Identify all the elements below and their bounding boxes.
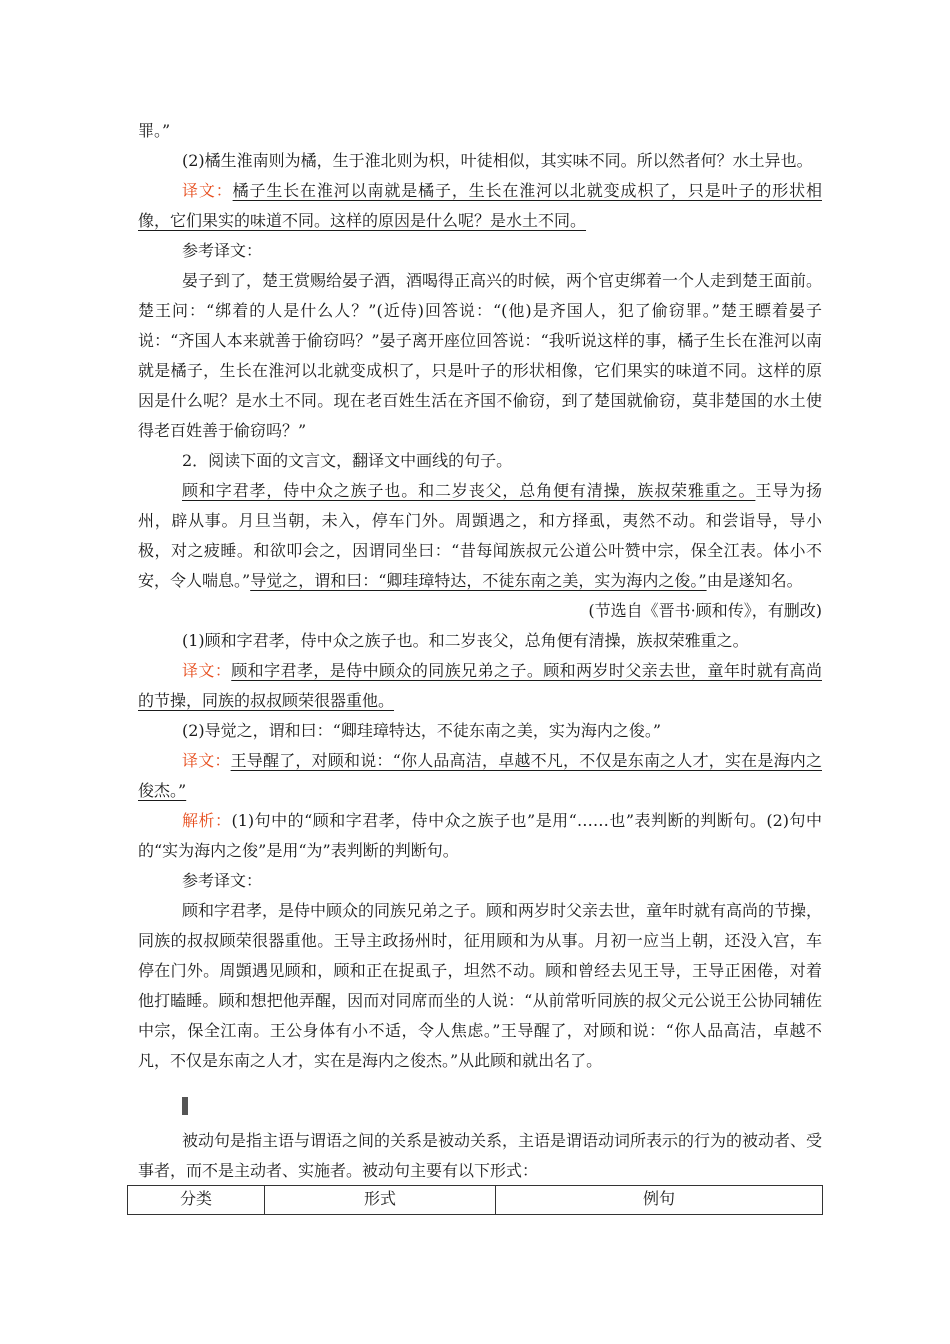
translation-label: 译文： — [182, 661, 232, 680]
translation-block — [138, 746, 822, 806]
section-marker-icon — [182, 1097, 188, 1115]
translation-label: 译文： — [182, 751, 231, 770]
passage-underlined-2: 导觉之，谓和曰：“卿珪璋特达，不徒东南之美，实为海内之俊。” — [250, 571, 707, 590]
translation-block — [138, 176, 822, 236]
sentence-1: (1)顾和字君孝，侍中众之族子也。和二岁丧父，总角便有清操，族叔荣雅重之。 — [182, 631, 749, 650]
header-category: 分类 — [128, 1186, 265, 1215]
analysis-label: 解析： — [182, 811, 232, 830]
translation-label: 译文： — [182, 181, 233, 200]
sentence-2: (2)导觉之，谓和曰：“卿珪璋特达，不徒东南之美，实为海内之俊。” — [182, 721, 662, 740]
passage — [138, 476, 822, 596]
table-header-row — [128, 1186, 823, 1215]
document-body — [138, 116, 822, 1076]
passage-text-2: 由是遂知名。 — [706, 571, 803, 590]
analysis-block — [138, 806, 822, 866]
reference-translation: 顾和字君孝，是侍中顾众的同族兄弟之子。顾和两岁时父亲去世，童年时就有高尚的节操，同族的叔叔顾荣很器重他。王导主政扬州时，征用顾和为从事。月初一应当上朝，还没入宫，车停在门外。周顗遇见顾和，顾和正在捉虱子，坦然不动。顾和曾经去见王导，王导正困倦，对着他打瞌睡。顾和想把他弄醒，因而对同席而坐的人说：“从前常听同族的叔父元公说王公协同辅佐中宗，保全江南。王公身体有小不适，令人焦虑。”王导醒了，对顾和说：“你人品高洁，卓越不凡，不仅是东南之人才，实在是海内之俊杰。”从此顾和就出名了。 — [138, 901, 823, 1070]
question-sentence-2: (2)橘生淮南则为橘，生于淮北则为枳，叶徒相似，其实味不同。所以然者何？水土异也。 — [182, 151, 813, 170]
reference-label: 参考译文： — [182, 241, 263, 260]
header-example: 例句 — [496, 1186, 823, 1215]
passage-text-1: 王导为扬州，辟从事。月旦当朝，未入，停车门外。周顗遇之，和方择虱，夷然不动。和尝诣导，导小极，对之疲睡。和欲叩会之，因谓同坐曰：“昔每闻族叔元公道公叶赞中宗，保全江表。体小不安，令人喘息。” — [138, 481, 822, 590]
passive-sentence-intro: 被动句是指主语与谓语之间的关系是被动关系，主语是谓语动词所表示的行为的被动者、受事者，而不是主动者、实施者。被动句主要有以下形式： — [138, 1131, 823, 1180]
translation-text: 王导醒了，对顾和说：“你人品高洁，卓越不凡，不仅是东南之人才，实在是海内之俊杰。” — [138, 751, 822, 800]
passive-forms-table — [127, 1185, 823, 1215]
analysis-text: (1)句中的“顾和字君孝，侍中众之族子也”是用“……也”表判断的判断句。(2)句中的“实为海内之俊”是用“为”表判断的判断句。 — [138, 811, 822, 860]
reference-label: 参考译文： — [182, 871, 263, 890]
translation-text: 橘子生长在淮河以南就是橘子，生长在淮河以北就变成枳了，只是叶子的形状相像，它们果实的味道不同。这样的原因是什么呢？是水土不同。 — [138, 181, 822, 230]
passage-source: (节选自《晋书·顾和传》，有删改) — [588, 601, 822, 620]
text-line: 罪。” — [138, 121, 171, 140]
passage-underlined-1: 顾和字君孝，侍中众之族子也。和二岁丧父，总角便有清操，族叔荣雅重之。 — [182, 481, 756, 500]
question-2: 2．阅读下面的文言文，翻译文中画线的句子。 — [182, 451, 513, 470]
reference-translation: 晏子到了，楚王赏赐给晏子酒，酒喝得正高兴的时候，两个官吏绑着一个人走到楚王面前。楚王问：“绑着的人是什么人？”(近侍)回答说：“(他)是齐国人，犯了偷窃罪。”楚王瞟着晏子说：“齐国人本来就善于偷窃吗？”晏子离开座位回答说：“我听说这样的事，橘子生长在淮河以南就是橘子，生长在淮河以北就变成枳了，只是叶子的形状相像，它们果实的味道不同。这样的原因是什么呢？是水土不同。现在老百姓生活在齐国不偷窃，到了楚国就偷窃，莫非楚国的水土使得老百姓善于偷窃吗？” — [138, 271, 823, 440]
translation-text: 顾和字君孝，是侍中顾众的同族兄弟之子。顾和两岁时父亲去世，童年时就有高尚的节操，同族的叔叔顾荣很器重他。 — [138, 661, 822, 710]
header-form: 形式 — [265, 1186, 496, 1215]
translation-block — [138, 656, 822, 716]
